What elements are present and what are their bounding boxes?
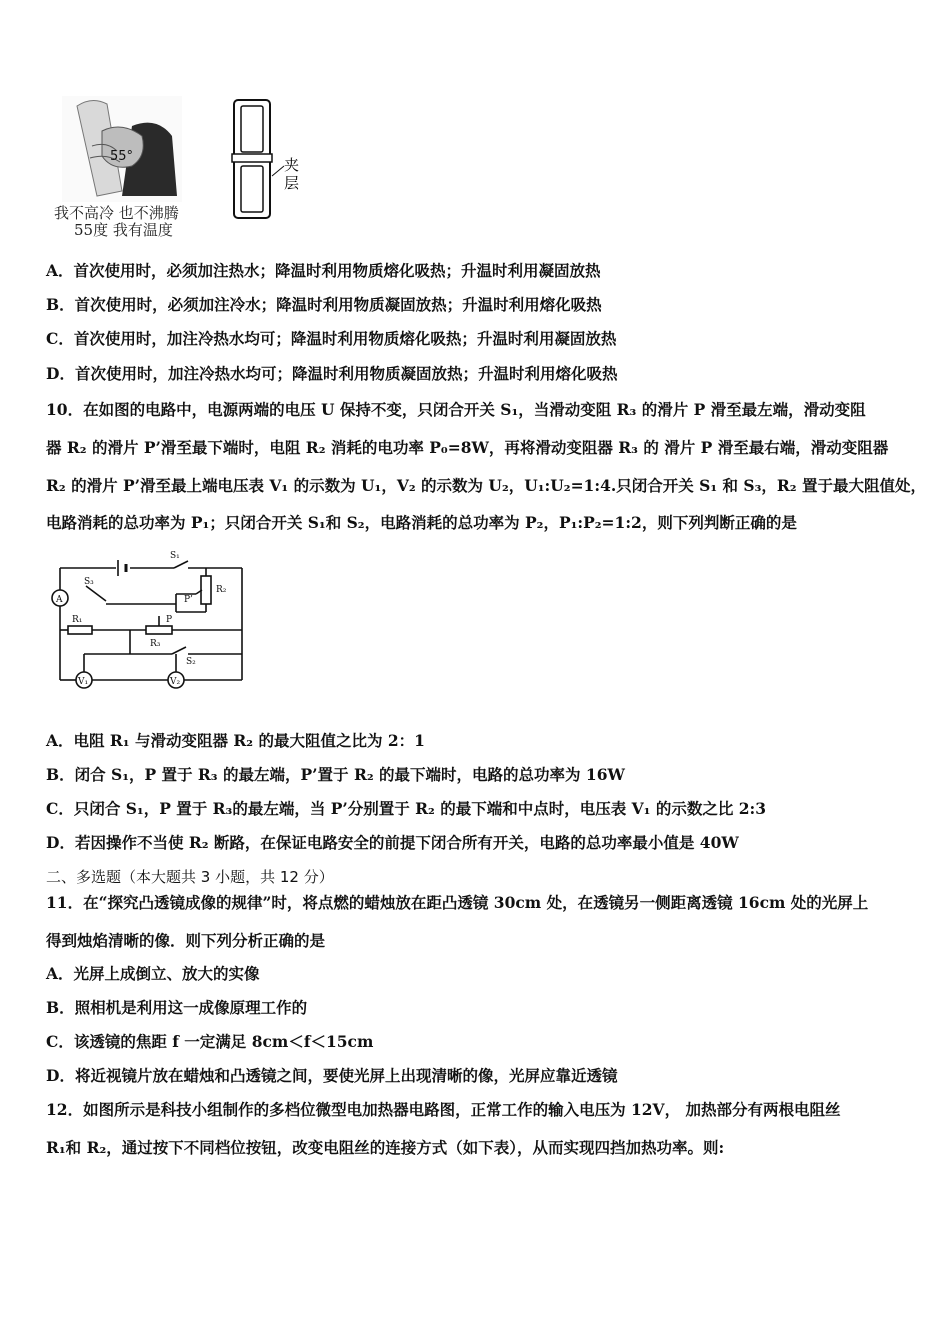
q9-option-d: D．首次使用时，加注冷热水均可；降温时利用物质凝固放热；升温时利用熔化吸热 [46, 364, 618, 383]
circuit-label-v2: V₂ [170, 677, 181, 687]
q12-stem-line2: R₁和 R₂，通过按下不同档位按钮，改变电阻丝的连接方式（如下表），从而实现四挡加热功率。则: [46, 1138, 725, 1157]
circuit-label-s3: S₃ [84, 577, 94, 587]
circuit-label-s2: S₂ [186, 657, 196, 667]
circuit-label-s1: S₁ [170, 551, 180, 561]
circuit-label-v1: V₁ [78, 677, 89, 687]
section2-title: 二、多选题（本大题共 3 小题，共 12 分） [46, 868, 334, 886]
cup-badge-text: 55° [110, 149, 134, 164]
layer-label-1: 夹 [284, 156, 300, 174]
q10-circuit-diagram [46, 546, 256, 696]
q12-stem-line1: 12．如图所示是科技小组制作的多档位微型电加热器电路图，正常工作的输入电压为 12V， 加热部分有两根电阻丝 [46, 1100, 841, 1119]
q10-option-b: B．闭合 S₁，P 置于 R₃ 的最左端，P’置于 R₂ 的最下端时，电路的总功率为 16W [46, 765, 625, 784]
q10-option-c: C．只闭合 S₁，P 置于 R₃的最左端，当 P’分别置于 R₂ 的最下端和中点时，电压表 V₁ 的示数之比 2:3 [46, 799, 767, 818]
q11-option-d: D．将近视镜片放在蜡烛和凸透镜之间，要使光屏上出现清晰的像，光屏应靠近透镜 [46, 1066, 618, 1085]
circuit-label-r1: R₁ [72, 615, 83, 625]
layered-cup-diagram [228, 96, 308, 222]
q9-option-c: C．首次使用时，加注冷热水均可；降温时利用物质熔化吸热；升温时利用凝固放热 [46, 329, 617, 348]
circuit-label-p-prime: P’ [184, 595, 193, 605]
circuit-label-r3: R₃ [150, 639, 161, 649]
circuit-label-p: P [166, 615, 173, 625]
q10-stem-line3: R₂ 的滑片 P’滑至最上端电压表 V₁ 的示数为 U₁，V₂ 的示数为 U₂，U₁:U₂=1:4.只闭合开关 S₁ 和 S₃，R₂ 置于最大阻值处， [46, 476, 926, 495]
q10-stem-line2: 器 R₂ 的滑片 P’滑至最下端时，电阻 R₂ 消耗的电功率 P₀=8W，再将滑动变阻器 R₃ 的 滑片 P 滑至最右端，滑动变阻器 [46, 438, 889, 457]
cup-caption-line1: 我不高冷 也不沸腾 [54, 204, 179, 222]
q11-stem-line2: 得到烛焰清晰的像．则下列分析正确的是 [46, 931, 326, 950]
q9-option-b: B．首次使用时，必须加注冷水；降温时利用物质凝固放热；升温时利用熔化吸热 [46, 295, 602, 314]
q11-option-b: B．照相机是利用这一成像原理工作的 [46, 998, 308, 1017]
layer-label-2: 层 [284, 174, 300, 192]
circuit-label-ammeter: A [56, 595, 63, 605]
cup-caption-line2: 55度 我有温度 [74, 221, 173, 239]
q10-stem-line4: 电路消耗的总功率为 P₁；只闭合开关 S₁和 S₂，电路消耗的总功率为 P₂，P₁:P₂=1:2，则下列判断正确的是 [46, 513, 797, 532]
q11-option-c: C．该透镜的焦距 f 一定满足 8cm＜f＜15cm [46, 1032, 374, 1051]
q11-stem-line1: 11．在“探究凸透镜成像的规律”时，将点燃的蜡烛放在距凸透镜 30cm 处，在透镜另一侧距离透镜 16cm 处的光屏上 [46, 893, 869, 912]
cup-hand-illustration [62, 96, 182, 202]
cup-photo [62, 96, 182, 202]
circuit-label-r2: R₂ [216, 585, 227, 595]
q11-option-a: A．光屏上成倒立、放大的实像 [46, 964, 260, 983]
q10-option-a: A．电阻 R₁ 与滑动变阻器 R₂ 的最大阻值之比为 2：1 [46, 731, 425, 750]
q10-option-d: D．若因操作不当使 R₂ 断路，在保证电路安全的前提下闭合所有开关，电路的总功率最小值是 40W [46, 833, 739, 852]
q9-option-a: A．首次使用时，必须加注热水；降温时利用物质熔化吸热；升温时利用凝固放热 [46, 261, 601, 280]
q10-stem-line1: 10．在如图的电路中，电源两端的电压 U 保持不变，只闭合开关 S₁，当滑动变阻 R₃ 的滑片 P 滑至最左端，滑动变阻 [46, 400, 866, 419]
